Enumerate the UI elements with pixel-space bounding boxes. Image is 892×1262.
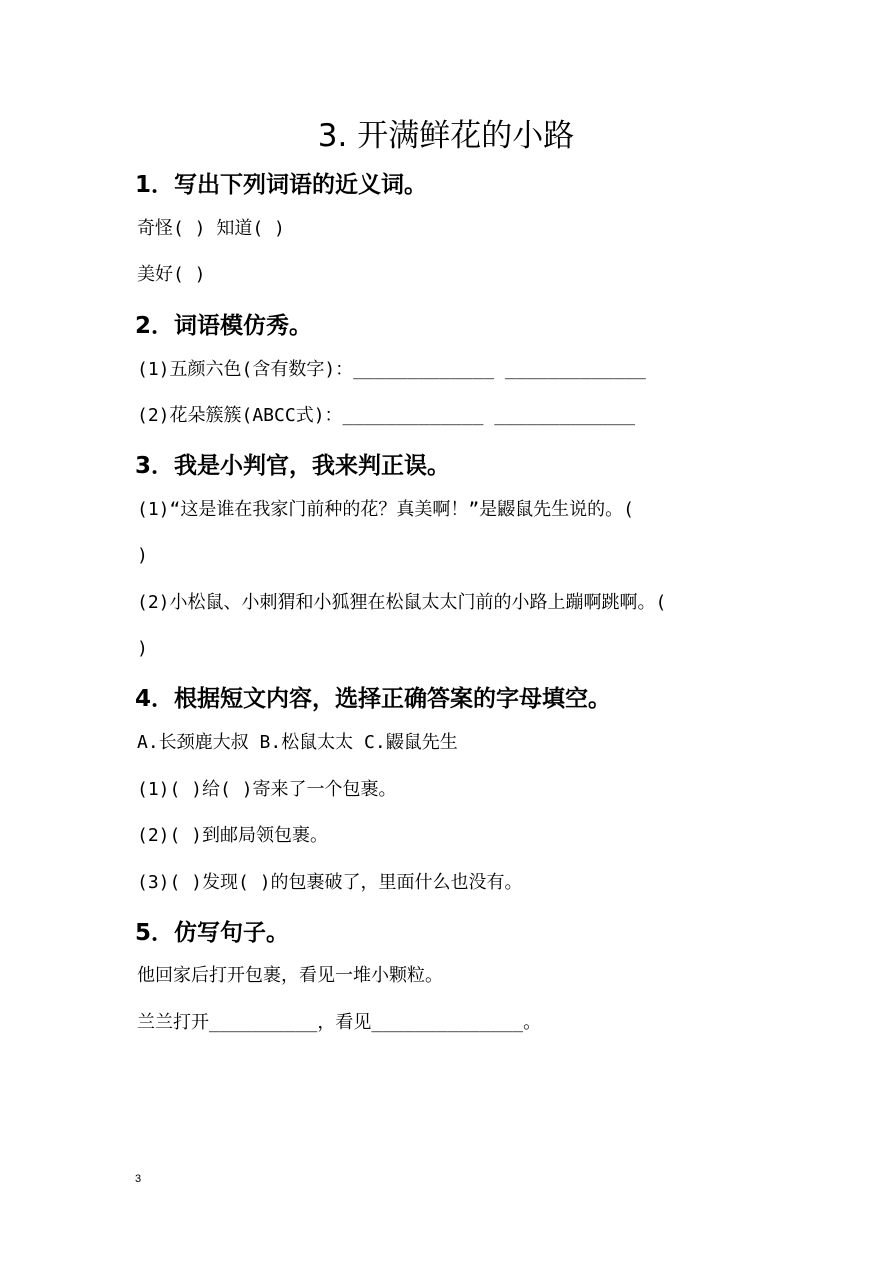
- section-1-line-2: 美好( ): [137, 264, 206, 285]
- section-1-heading: 1．写出下列词语的近义词。: [135, 172, 428, 198]
- section-5-blank: 兰兰打开__________，看见______________。: [137, 1012, 542, 1033]
- section-4-heading: 4．根据短文内容，选择正确答案的字母填空。: [135, 686, 612, 712]
- section-2-heading: 2．词语模仿秀。: [135, 313, 313, 339]
- section-4-line-1: (1)( )给( )寄来了一个包裹。: [137, 779, 397, 800]
- section-4-line-2: (2)( )到邮局领包裹。: [137, 825, 329, 846]
- section-3-line-4: ): [137, 638, 148, 659]
- section-1-line-1: 奇怪( ) 知道( ): [137, 218, 285, 239]
- section-3-line-1: (1)“这是谁在我家门前种的花？真美啊！”是鼹鼠先生说的。(: [137, 499, 635, 520]
- section-5-heading: 5．仿写句子。: [135, 920, 290, 946]
- section-3-line-2: ): [137, 545, 148, 566]
- section-4-options: A.长颈鹿大叔 B.松鼠太太 C.鼹鼠先生: [137, 732, 458, 753]
- section-2-line-1: (1)五颜六色(含有数字)：_____________ _____________: [137, 359, 646, 380]
- section-2-line-2: (2)花朵簇簇(ABCC式)：_____________ _____________: [137, 405, 636, 426]
- section-4-line-3: (3)( )发现( )的包裹破了，里面什么也没有。: [137, 872, 523, 893]
- page-title: 3. 开满鲜花的小路: [317, 118, 575, 154]
- page-number: 3: [135, 1173, 142, 1185]
- section-3-line-3: (2)小松鼠、小刺猬和小狐狸在松鼠太太门前的小路上蹦啊跳啊。(: [137, 592, 667, 613]
- section-3-heading: 3．我是小判官，我来判正误。: [135, 453, 451, 479]
- section-5-example: 他回家后打开包裹，看见一堆小颗粒。: [137, 965, 443, 986]
